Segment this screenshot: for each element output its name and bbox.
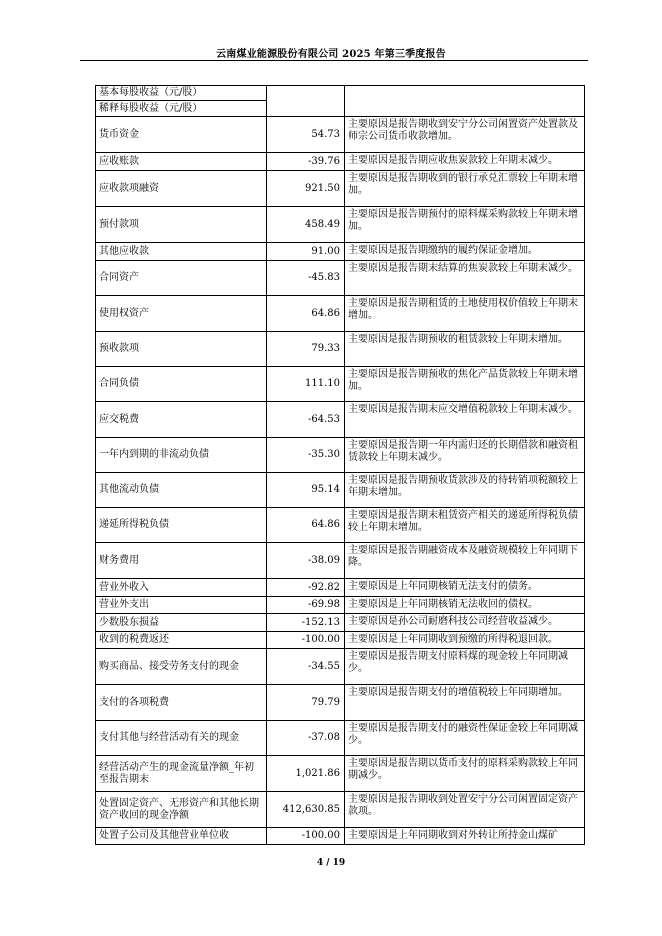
- table-row: [96, 367, 585, 402]
- item-cell: 购买商品、接受劳务支付的现金: [96, 649, 267, 685]
- item-cell: 少数股东损益: [96, 614, 267, 632]
- table-row: [96, 207, 585, 243]
- reason-cell: 主要原因是报告期支付的增值税较上年同期增加。: [345, 685, 585, 721]
- change-cell: -38.09: [267, 543, 345, 579]
- table-row: [96, 649, 585, 685]
- table-row: [96, 153, 585, 171]
- reason-cell: 主要原因是报告期缴纳的履约保证金增加。: [345, 243, 585, 261]
- reason-cell: 主要原因是报告期预收的焦化产品货款较上年期末增加。: [345, 367, 585, 402]
- reason-cell: 主要原因是报告期一年内需归还的长期借款和融资租赁款较上年期末减少。: [345, 438, 585, 473]
- item-cell: 处置子公司及其他营业单位收: [96, 828, 267, 845]
- change-cell: 64.86: [267, 508, 345, 543]
- change-cell: -45.83: [267, 261, 345, 296]
- reason-cell: 主要原因是上年同期收到预缴的所得税退回款。: [345, 632, 585, 649]
- table-row: [96, 86, 585, 101]
- reason-cell: 主要原因是上年同期核销无法收回的债权。: [345, 597, 585, 614]
- change-cell: -35.30: [267, 438, 345, 473]
- table-row: [96, 792, 585, 828]
- table-row: [96, 332, 585, 367]
- item-cell: 其他应收款: [96, 243, 267, 261]
- item-cell: 合同负债: [96, 367, 267, 402]
- table-row: [96, 685, 585, 721]
- item-cell: 应收款项融资: [96, 171, 267, 207]
- change-cell: [267, 86, 345, 117]
- change-cell: -39.76: [267, 153, 345, 171]
- page-header: 云南煤业能源股份有限公司 2025 年第三季度报告: [216, 49, 446, 60]
- item-cell: 递延所得税负债: [96, 508, 267, 543]
- page-number: 4 / 19: [316, 858, 346, 868]
- item-cell: 应交税费: [96, 402, 267, 438]
- change-cell: 91.00: [267, 243, 345, 261]
- reason-cell: 主要原因是报告期末结算的焦炭款较上年期末减少。: [345, 261, 585, 296]
- change-cell: -152.13: [267, 614, 345, 632]
- change-cell: -69.98: [267, 597, 345, 614]
- table-row: [96, 508, 585, 543]
- reason-cell: 主要原因是报告期支付的融资性保证金较上年同期减少。: [345, 721, 585, 756]
- item-cell: 处置固定资产、无形资产和其他长期资产收回的现金净额: [96, 792, 267, 828]
- item-cell: 基本每股收益（元/股）: [96, 86, 267, 101]
- table-row: [96, 402, 585, 438]
- change-cell: -100.00: [267, 828, 345, 845]
- table-row: [96, 756, 585, 792]
- item-cell: 货币资金: [96, 117, 267, 153]
- item-cell: 营业外收入: [96, 579, 267, 597]
- table-row: [96, 721, 585, 756]
- change-cell: -37.08: [267, 721, 345, 756]
- change-cell: -100.00: [267, 632, 345, 649]
- change-cell: -92.82: [267, 579, 345, 597]
- table-row: [96, 171, 585, 207]
- reason-cell: 主要原因是上年同期收到对外转让所持金山煤矿: [345, 828, 585, 845]
- item-cell: 收到的税费返还: [96, 632, 267, 649]
- reason-cell: 主要原因是报告期租赁的土地使用权价值较上年期末增加。: [345, 296, 585, 332]
- change-reasons-table: [95, 85, 585, 845]
- table-row: [96, 438, 585, 473]
- item-cell: 预收款项: [96, 332, 267, 367]
- item-cell: 预付款项: [96, 207, 267, 243]
- reason-cell: 主要原因是报告期支付原料煤的现金较上年同期减少。: [345, 649, 585, 685]
- reason-cell: 主要原因是上年同期核销无法支付的债务。: [345, 579, 585, 597]
- reason-cell: 主要原因是报告期预收的租赁款较上年期末增加。: [345, 332, 585, 367]
- header-rule: [80, 60, 588, 61]
- table-row: [96, 473, 585, 508]
- reason-cell: 主要原因是报告期末应交增值税款较上年期末减少。: [345, 402, 585, 438]
- change-cell: 54.73: [267, 117, 345, 153]
- reason-cell: 主要原因是报告期以货币支付的原料采购款较上年同期减少。: [345, 756, 585, 792]
- table-row: [96, 828, 585, 845]
- item-cell: 一年内到期的非流动负债: [96, 438, 267, 473]
- change-cell: -64.53: [267, 402, 345, 438]
- change-cell: 79.79: [267, 685, 345, 721]
- item-cell: 合同资产: [96, 261, 267, 296]
- table-row: [96, 543, 585, 579]
- item-cell: 支付其他与经营活动有关的现金: [96, 721, 267, 756]
- change-cell: 458.49: [267, 207, 345, 243]
- table-row: [96, 614, 585, 632]
- table-row: [96, 243, 585, 261]
- item-cell: 应收账款: [96, 153, 267, 171]
- change-cell: 1,021.86: [267, 756, 345, 792]
- change-cell: 95.14: [267, 473, 345, 508]
- reason-cell: 主要原因是报告期预付的原料煤采购款较上年期末增加。: [345, 207, 585, 243]
- change-cell: 64.86: [267, 296, 345, 332]
- table-row: [96, 579, 585, 597]
- reason-cell: 主要原因是报告期应收焦炭款较上年期末减少。: [345, 153, 585, 171]
- reason-cell: 主要原因是孙公司耐磨科技公司经营收益减少。: [345, 614, 585, 632]
- item-cell: 营业外支出: [96, 597, 267, 614]
- item-cell: 经营活动产生的现金流量净额_年初至报告期末: [96, 756, 267, 792]
- table-row: [96, 261, 585, 296]
- change-cell: 79.33: [267, 332, 345, 367]
- item-cell: 使用权资产: [96, 296, 267, 332]
- table-row: [96, 597, 585, 614]
- change-cell: 921.50: [267, 171, 345, 207]
- item-cell: 其他流动负债: [96, 473, 267, 508]
- reason-cell: 主要原因是报告期融资成本及融资规模较上年同期下降。: [345, 543, 585, 579]
- table-row: [96, 117, 585, 153]
- reason-cell: 主要原因是报告期末租赁资产相关的递延所得税负债较上年期末增加。: [345, 508, 585, 543]
- reason-cell: 主要原因是报告期收到安宁分公司闲置资产处置款及师宗公司货币收款增加。: [345, 117, 585, 153]
- item-cell: 稀释每股收益（元/股）: [96, 101, 267, 117]
- change-cell: 412,630.85: [267, 792, 345, 828]
- change-cell: -34.55: [267, 649, 345, 685]
- reason-cell: 主要原因是报告期收到的银行承兑汇票较上年期末增加。: [345, 171, 585, 207]
- reason-cell: 主要原因是报告期预收货款涉及的待转销项税额较上年期末增加。: [345, 473, 585, 508]
- item-cell: 支付的各项税费: [96, 685, 267, 721]
- table-row: [96, 632, 585, 649]
- change-cell: 111.10: [267, 367, 345, 402]
- table-row: [96, 296, 585, 332]
- reason-cell: [345, 86, 585, 117]
- item-cell: 财务费用: [96, 543, 267, 579]
- reason-cell: 主要原因是报告期收到处置安宁分公司闲置固定资产款项。: [345, 792, 585, 828]
